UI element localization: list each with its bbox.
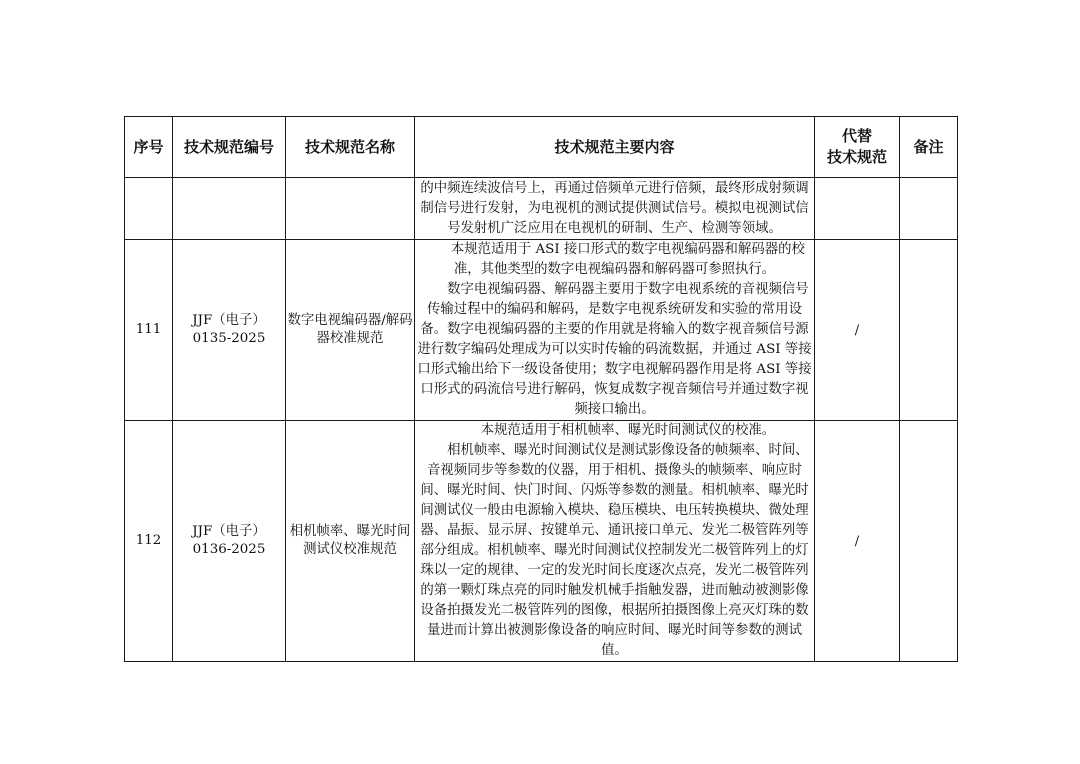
- content-paragraph-2: 相机帧率、曝光时间测试仪是测试影像设备的帧频率、时间、音视频同步等参数的仪器，用于相机、摄像头的帧频率、响应时间、曝光时间、快门时间、闪烁等参数的测量。相机帧率、曝光时间测试仪一般由电源输入模块、稳压模块、电压转换模块、微处理器、晶振、显示屏、按键单元、通讯接口单元、发光二极管阵列等部分组成。相机帧率、曝光时间测试仪控制发光二极管阵列上的灯珠以一定的规律、一定的发光时间长度逐次点亮，发光二极管阵列的第一颗灯珠点亮的同时触发机械手指触发器，进而触动被测影像设备拍摄发光二极管阵列的图像，根据所拍摄图像上亮灭灯珠的数量进而计算出被测影像设备的响应时间、曝光时间等参数的测试值。: [420, 443, 809, 658]
- cell-code: [173, 421, 286, 662]
- cell-content: [415, 421, 815, 662]
- header-remark: 备注: [900, 117, 958, 178]
- cell-replace: /: [815, 240, 900, 421]
- cell-remark: [900, 421, 958, 662]
- header-replace: [815, 117, 900, 178]
- cell-remark-empty: [900, 178, 958, 240]
- cell-replace-empty: [815, 178, 900, 240]
- cell-replace: /: [815, 421, 900, 662]
- cell-name: 相机帧率、曝光时间测试仪校准规范: [286, 421, 415, 662]
- code-line1: JJF（电子）: [192, 313, 266, 328]
- header-content: 技术规范主要内容: [415, 117, 815, 178]
- cell-no: 112: [125, 421, 173, 662]
- table-row-111: [125, 240, 958, 421]
- table-row-112: [125, 421, 958, 662]
- cell-no-empty: [125, 178, 173, 240]
- content-paragraph-1: 本规范适用于相机帧率、曝光时间测试仪的校准。: [480, 423, 776, 438]
- header-name: 技术规范名称: [286, 117, 415, 178]
- cell-content-continuation: [415, 178, 815, 240]
- code-line2: 0135-2025: [192, 331, 266, 346]
- continuation-paragraph: 的中频连续波信号上，再通过倍频单元进行倍频，最终形成射频调制信号进行发射，为电视机的测试提供测试信号。模拟电视测试信号发射机广泛应用在电视机的研制、生产、检测等领域。: [420, 180, 809, 236]
- code-line2: 0136-2025: [192, 542, 266, 557]
- cell-code: [173, 240, 286, 421]
- cell-content: [415, 240, 815, 421]
- cell-name: 数字电视编码器/解码器校准规范: [286, 240, 415, 421]
- header-code: 技术规范编号: [173, 117, 286, 178]
- table-header-row: [125, 117, 958, 178]
- cell-remark: [900, 240, 958, 421]
- code-line1: JJF（电子）: [192, 524, 266, 539]
- header-no: 序号: [125, 117, 173, 178]
- cell-no: 111: [125, 240, 173, 421]
- spec-table: [124, 116, 958, 662]
- content-paragraph-1: 本规范适用于 ASI 接口形式的数字电视编码器和解码器的校准，其他类型的数字电视编码器和解码器可参照执行。: [450, 242, 805, 277]
- cell-code-empty: [173, 178, 286, 240]
- content-paragraph-2: 数字电视编码器、解码器主要用于数字电视系统的音视频信号传输过程中的编码和解码，是数字电视系统研发和实验的常用设备。数字电视编码器的主要的作用就是将输入的数字视音频信号源进行数字编码处理成为可以实时传输的码流数据，并通过 ASI 等接口形式输出给下一级设备使用；数字电视解码器作用是将 ASI 等接口形式的码流信号进行解码，恢复成数字视音频信号并通过数字视频接口输出。: [417, 282, 812, 417]
- header-replace-line2: 技术规范: [826, 148, 887, 166]
- cell-name-empty: [286, 178, 415, 240]
- table-row-continuation: [125, 178, 958, 240]
- header-replace-line1: 代替: [841, 127, 872, 145]
